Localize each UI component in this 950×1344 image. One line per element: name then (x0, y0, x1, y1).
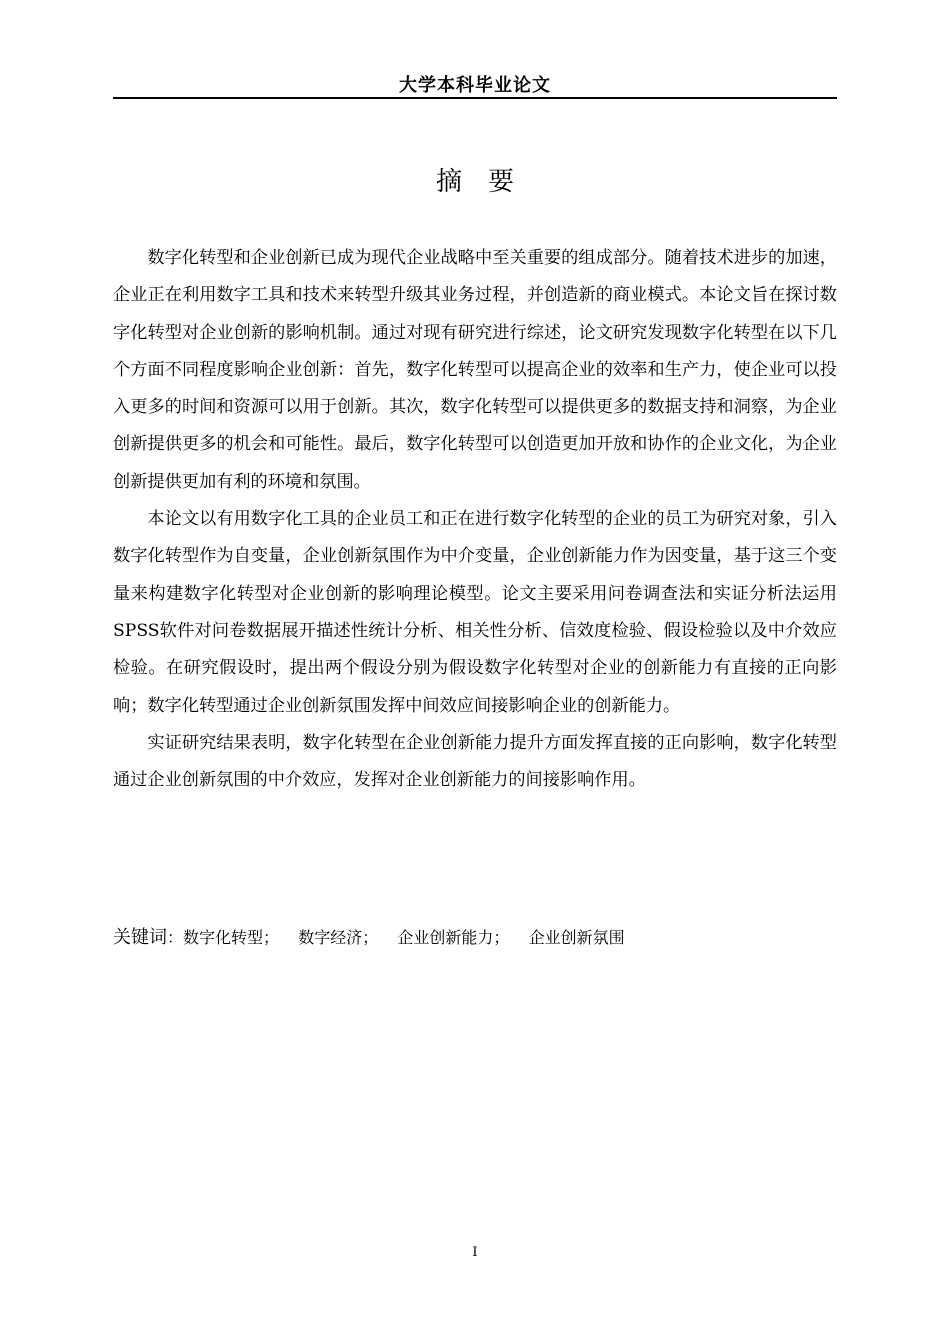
abstract-paragraph-2: 本论文以有用数字化工具的企业员工和正在进行数字化转型的企业的员工为研究对象，引入数字化转型作为自变量，企业创新氛围作为中介变量，企业创新能力作为因变量，基于这三个变量来构建数字化转型对企业创新的影响理论模型。论文主要采用问卷调查法和实证分析法运用SPSS软件对问卷数据展开描述性统计分析、相关性分析、信效度检验、假设检验以及中介效应检验。在研究假设时，提出两个假设分别为假设数字化转型对企业的创新能力有直接的正向影响；数字化转型通过企业创新氛围发挥中间效应间接影响企业的创新能力。 (113, 509, 837, 716)
page-number: I (472, 1245, 478, 1260)
header-divider (113, 97, 837, 99)
keyword-item: 数字化转型； (183, 928, 280, 947)
keywords-separator: ： (167, 928, 184, 947)
keywords-line (113, 920, 837, 956)
keyword-item: 企业创新能力； (397, 928, 510, 947)
abstract-body (113, 240, 837, 799)
abstract-paragraph-1: 数字化转型和企业创新已成为现代企业战略中至关重要的组成部分。随着技术进步的加速，企业正在利用数字工具和技术来转型升级其业务过程，并创造新的商业模式。本论文旨在探讨数字化转型对企业创新的影响机制。通过对现有研究进行综述，论文研究发现数字化转型在以下几个方面不同程度影响企业创新：首先，数字化转型可以提高企业的效率和生产力，使企业可以投入更多的时间和资源可以用于创新。其次，数字化转型可以提供更多的数据支持和洞察，为企业创新提供更多的机会和可能性。最后，数字化转型可以创造更加开放和协作的企业文化，为企业创新提供更加有利的环境和氛围。 (113, 248, 837, 492)
keywords-label: 关键词 (113, 927, 167, 948)
abstract-paragraph-3: 实证研究结果表明，数字化转型在企业创新能力提升方面发挥直接的正向影响，数字化转型通过企业创新氛围的中介效应，发挥对企业创新能力的间接影响作用。 (113, 732, 837, 791)
keyword-item: 企业创新氛围 (528, 928, 625, 947)
abstract-title: 摘 要 (435, 167, 514, 197)
page-header: 大学本科毕业论文 (399, 75, 551, 96)
keyword-item: 数字经济； (298, 928, 379, 947)
